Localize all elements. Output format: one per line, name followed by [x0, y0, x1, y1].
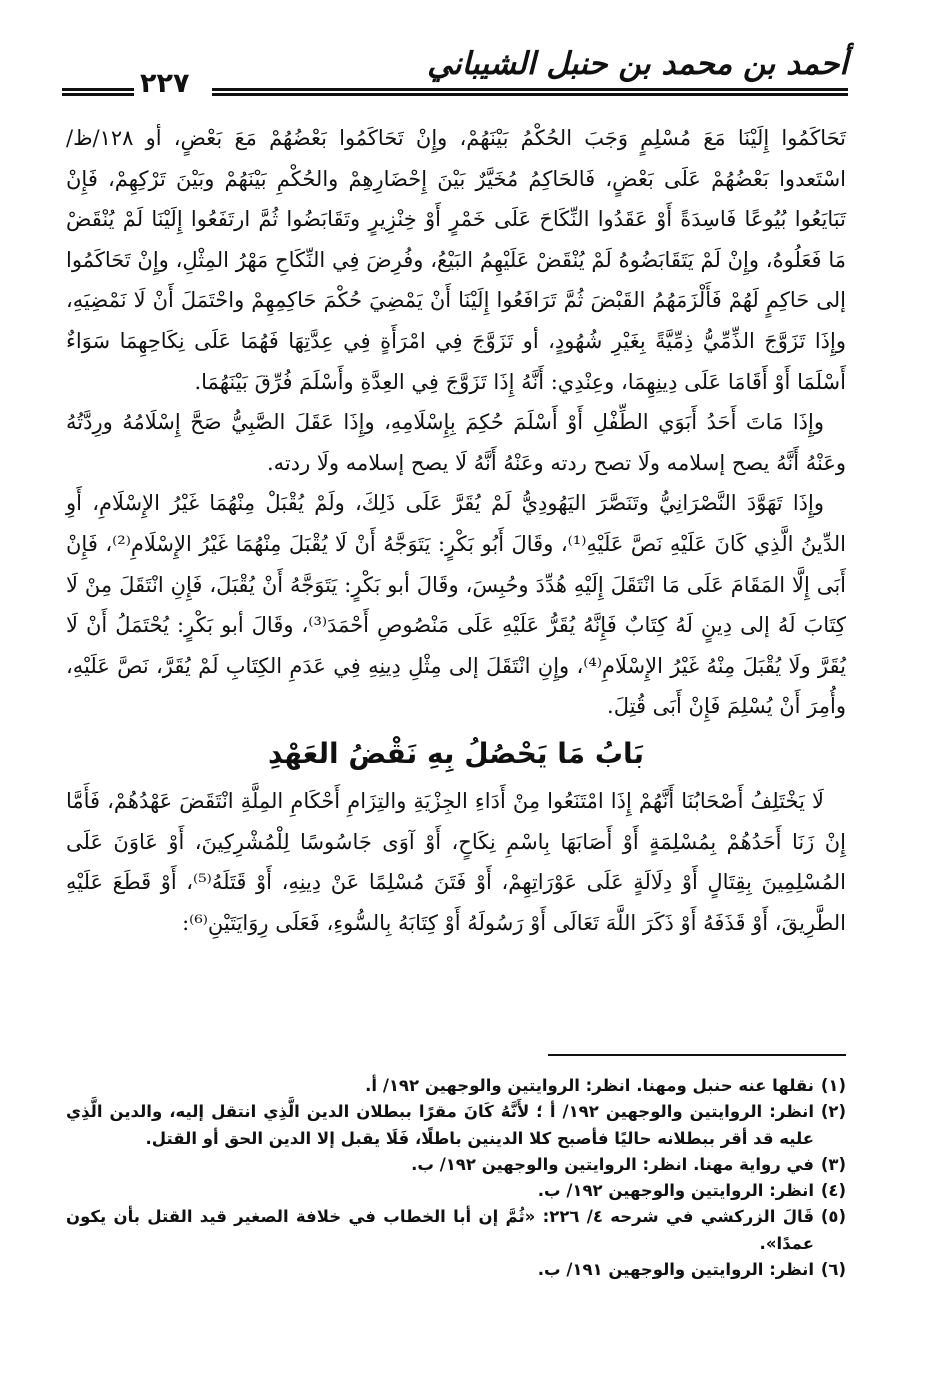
footnote-text: انظر: الروايتين والوجهين ١٩١/ ب.: [537, 1260, 814, 1280]
footnote-text: انظر: الروايتين والوجهين ١٩٢/ أ ؛ لأَنَّهُ كَانَ مقرًا ببطلان الدين الَّذِي انتقل إليه، والدين الَّذِي عليه قد أقر ببطلانه حاليًا فأصبح كلا الدينين باطلًا، فَلَا يقبل إلا الدين الحق أو القتل.: [66, 1102, 814, 1148]
footnote-separator: [548, 1054, 846, 1056]
footnotes: [66, 1073, 846, 1283]
footnote-number: (١): [820, 1076, 846, 1095]
paragraph-4: لَا يَخْتَلِفُ أَصْحَابُنَا أَنَّهُمْ إِذَا امْتَنَعُوا مِنْ أَدَاءِ الجِزْيَةِ والتِزَامِ أَحْكَامِ المِلَّةِ انْتَقَضَ عَهْدُهُمْ، فَأَمَّا إِنْ زَنَا أَحَدُهُمْ بِمُسْلِمَةٍ أَوْ أَصَابَهَا بِاسْمِ نِكَاحٍ، أَوْ آوَى جَاسُوسًا لِلْمُشْرِكِينَ، أَوْ عَاوَنَ عَلَى المُسْلِمِينَ بِقِتَالٍ أَوْ دِلَالَةٍ عَلَى عَوْرَاتِهِمْ، أَوْ فَتَنَ مُسْلِمًا عَنْ دِينِهِ، أَوْ قَتَلَهُ⁽⁵⁾، أَوْ قَطَعَ عَلَيْهِ الطَّرِيقَ، أَوْ قَذَفَهُ أَوْ ذَكَرَ اللَّهَ تَعَالَى أَوْ رَسُولَهُ أَوْ كِتَابَهُ بِالسُّوءِ، فَعَلَى رِوَايَتَيْنِ⁽⁶⁾:: [66, 788, 846, 935]
footnote-text: قَالَ الزركشي في شرحه ٤/ ٢٢٦: «ثُمَّ إن أبا الخطاب في خلافة الصغير قيد القتل بأن يكون عمدًا».: [66, 1207, 815, 1253]
footnote-text: في رواية مهنا. انظر: الروايتين والوجهين ١٩٢/ ب.: [411, 1154, 814, 1174]
footnote-number: (٤): [820, 1181, 846, 1201]
footnote-number: (٦): [820, 1260, 846, 1280]
footnote-number: (٣): [820, 1154, 846, 1174]
header-rule-right: [212, 88, 848, 96]
footnote-5: [66, 1204, 846, 1257]
footnote-number: (٥): [820, 1207, 846, 1227]
footnote-3: [66, 1152, 846, 1178]
page-number: ٢٢٧: [140, 68, 190, 99]
main-text: [66, 118, 846, 943]
header-rule-left: [62, 88, 134, 96]
page-header: [62, 42, 848, 106]
footnote-number: (٢): [820, 1102, 846, 1122]
footnote-2: [66, 1099, 846, 1152]
footnote-4: [66, 1178, 846, 1204]
footnote-text: انظر: الروايتين والوجهين ١٩٢/ ب.: [537, 1181, 814, 1201]
running-title: أحمد بن محمد بن حنبل الشيباني: [427, 46, 848, 82]
paragraph-3: وإِذَا تَهَوَّدَ النَّصْرَانِيُّ وتَنَصَّرَ اليَهُودِيُّ لَمْ يُقَرَّ عَلَى ذَلِكَ، ولَمْ يُقْبَلْ مِنْهُمَا غَيْرُ الإِسْلَامِ، أَوِ الدِّينُ الَّذِي كَانَ عَلَيْهِ نَصَّ عَلَيْهِ⁽¹⁾، وقَالَ أَبُو بَكْرٍ: يَتَوَجَّهُ أَنْ لَا يُقْبَلَ مِنْهُمَا غَيْرُ الإِسْلَامِ⁽²⁾، فَإِنْ أَبَى إِلَّا المَقَامَ عَلَى مَا انْتَقَلَ إِلَيْهِ هُدِّدَ وحُبِسَ، وقَالَ أبو بَكْرٍ: يَتَوَجَّهُ أَنْ يُقْبَلَ، فَإِنِ انْتَقَلَ مِنْ لَا كِتَابَ لَهُ إلى دِينٍ لَهُ كِتَابٌ فَإِنَّهُ يُقَرُّ عَلَيْهِ عَلَى مَنْصُوصِ أَحْمَدَ⁽³⁾، وقَالَ أبو بَكْرٍ: يُحْتَمَلُ أَنْ لَا يُقَرَّ ولَا يُقْبَلَ مِنْهُ غَيْرُ الإِسْلَامِ⁽⁴⁾، وإِنِ انْتَقَلَ إلى مِثْلِ دِينِهِ فِي عَدَمِ الكِتَابِ لَمْ يُقَرَّ، نَصَّ عَلَيْهِ، وأُمِرَ أَنْ يُسْلِمَ فَإِنْ أَبَى قُتِلَ.: [66, 491, 846, 719]
footnote-text: نقلها عنه حنبل ومهنا. انظر: الروايتين والوجهين ١٩٢/ أ.: [365, 1076, 814, 1095]
paragraph-2: وإِذَا مَاتَ أَحَدُ أَبَوَي الطِّفْلِ أَوْ أَسْلَمَ حُكِمَ بِإِسْلَامِهِ، وإِذَا عَقَلَ الصَّبِيُّ صَحَّ إِسْلَامُهُ ورِدَّتُهُ وعَنْهُ أَنَّهُ يصح إسلامه ولَا تصح ردته وعَنْهُ أَنَّهُ لَا يصح إسلامه ولَا ردته.: [66, 410, 846, 475]
footnote-1: [66, 1073, 846, 1099]
paragraph-1: تَحَاكَمُوا إِلَيْنَا مَعَ مُسْلِمٍ وَجَبَ الحُكْمُ بَيْنَهُمْ، وإِنْ تَحَاكَمُوا بَعْضُهُمْ مَعَ بَعْضٍ، أو ١٢٨/ظ/ اسْتَعدوا بَعْضُهُمْ عَلَى بَعْضٍ، فَالحَاكِمُ مُخَيَّرٌ بَيْنَ إِحْضَارِهِمْ والحُكْمِ بَيْنَهُمْ وبَيْنَ تَرْكِهِمْ، فَإِنْ تَبَايَعُوا بُيُوعًا فَاسِدَةً أَوْ عَقَدُوا النِّكَاحَ عَلَى خَمْرٍ أَوْ خِنْزِيرٍ وتَقَابَضُوا ثُمَّ ارتَفَعُوا إِلَيْنَا لَمْ يُنْقَضْ مَا فَعَلُوهُ، وإِنْ لَمْ يَتَقَابَضُوهُ لَمْ يُنْقَضْ عَلَيْهِمُ البَيْعُ، وفُرِضَ فِي النِّكَاحِ مَهْرُ المِثْلِ، وإِنْ تَحَاكَمُوا إلى حَاكِمٍ لَهُمْ فَأَلْزَمَهُمُ القَبْضَ ثُمَّ تَرَافَعُوا إِلَيْنَا أَنْ يَمْضِيَ حُكْمَ حَاكِمِهِمْ واحْتَمَلَ أَنْ لَا نَمْضِيَهِ، وإِذَا تَزَوَّجَ الذِّمِّيُّ ذِمِّيَّةً بِغَيْرِ شُهُودٍ، أو تَزَوَّجَ فِي امْرَأَةٍ فِي عِدَّتِهَا فَهُمَا عَلَى نِكَاحِهِمَا سَوَاءٌ أَسْلَمَا أَوْ أَقَامَا عَلَى دِينِهِمَا، وعِنْدِي: أَنَّهُ إِذَا تَزَوَّجَ فِي العِدَّةِ وأَسْلَمَ فُرِّقَ بَيْنَهُمَا.: [66, 126, 846, 394]
section-heading: بَابُ مَا يَحْصُلُ بِهِ نَقْضُ العَهْدِ: [268, 736, 644, 770]
footnote-6: [66, 1257, 846, 1283]
